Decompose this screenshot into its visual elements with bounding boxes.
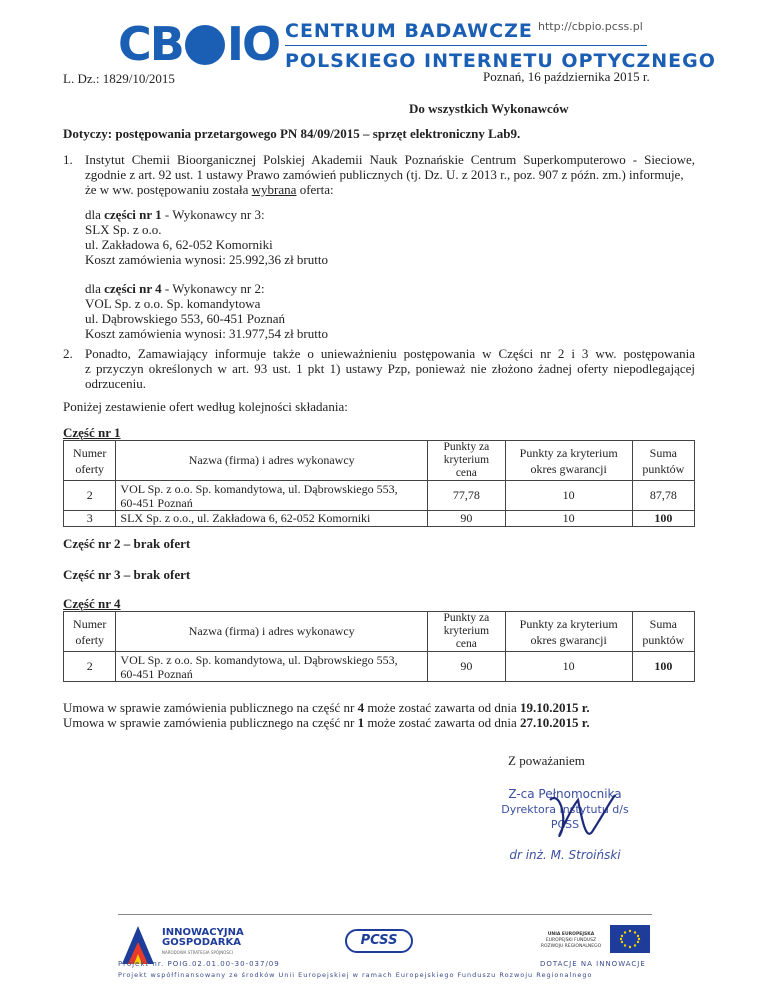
footer-ue1: UNIA EUROPEJSKA	[547, 932, 595, 937]
section2-note: Część nr 2 – brak ofert	[63, 536, 191, 551]
globe-icon	[185, 25, 225, 65]
header-warranty-2: okres gwarancji	[530, 461, 607, 476]
header-price-1: Punkty za	[443, 612, 490, 624]
header-price-2: kryterium	[443, 454, 490, 466]
row-price: 77,78	[428, 481, 506, 511]
eu-flag-icon	[610, 925, 650, 953]
table-header-row	[64, 612, 695, 652]
row-sum: 100	[632, 652, 694, 682]
logo-text-right: IO	[226, 17, 280, 71]
point1-line3	[85, 182, 695, 197]
closing: Z poważaniem	[508, 753, 585, 768]
addressee: Do wszystkich Wykonawców	[409, 101, 569, 116]
part4-cost: Koszt zamówienia wynosi: 31.977,54 zł brutto	[85, 326, 328, 341]
section3-note: Część nr 3 – brak ofert	[63, 567, 191, 582]
project-number: Projekt nr. POIG.02.01.00-30-037/09	[118, 960, 280, 968]
row-warranty: 10	[505, 511, 632, 527]
part4-bold: części nr 4	[104, 281, 162, 296]
header-line1: CENTRUM BADAWCZE	[285, 20, 533, 42]
point1-line3-b: oferta:	[299, 182, 334, 197]
c2a: Umowa w sprawie zamówienia publicznego na część nr	[63, 715, 355, 730]
row-name-line1: VOL Sp. z o.o. Sp. komandytowa, ul. Dąbrowskiego 553,	[120, 652, 398, 667]
footer-strategia: NARODOWA STRATEGIA SPÓJNOŚCI	[162, 950, 233, 955]
row-name-line1: VOL Sp. z o.o. Sp. komandytowa, ul. Dąbrowskiego 553,	[120, 481, 398, 496]
header-num	[64, 612, 116, 652]
point1-line1: Instytut Chemii Bioorganicznej Polskiej Akademii Nauk Poznańskie Centrum Superkomputerowo - Sieciowe,	[85, 152, 695, 167]
c2c: może zostać zawarta od dnia	[367, 715, 517, 730]
row-name-line2: 60-451 Poznań	[120, 495, 193, 510]
stamp-line3: dr inż. M. Stroiński	[509, 848, 621, 862]
c1b: 4	[357, 700, 365, 715]
table-row	[64, 481, 695, 511]
part1-company: SLX Sp. z o.o.	[85, 222, 162, 237]
cofinance-note: Projekt współfinansowany ze środków Unii Europejskiej w ramach Europejskiego Funduszu Rozwoju Regionalnego	[118, 971, 593, 979]
stamp-line2: Dyrektora Instytutu d/s PCSS	[501, 803, 629, 831]
header-divider	[285, 45, 647, 46]
header-warranty-2: okres gwarancji	[530, 632, 607, 647]
header-warranty	[505, 612, 632, 652]
row-num: 2	[64, 652, 116, 682]
contract-line2	[63, 715, 590, 730]
header-name: Nazwa (firma) i adres wykonawcy	[116, 612, 428, 652]
part1-post: - Wykonawcy nr 3:	[164, 207, 265, 222]
c2b: 1	[357, 715, 365, 730]
row-price: 90	[428, 652, 506, 682]
header-num-1: Numer	[73, 616, 107, 631]
part4-post: - Wykonawcy nr 2:	[164, 281, 265, 296]
footer-gospodarka: GOSPODARKA	[162, 937, 241, 948]
header-num-2: oferty	[75, 461, 105, 476]
place-date: Poznań, 16 października 2015 r.	[483, 69, 650, 84]
header-sum	[632, 612, 694, 652]
footer-ue2: EUROPEJSKI FUNDUSZ	[545, 938, 597, 943]
point2-line2: z przyczyn określonych w art. 93 ust. 1 pkt 1) ustawy Pzp, ponieważ nie złożono żadnej oferty niepodlegającej	[85, 361, 695, 376]
point2-line1: Ponadto, Zamawiający informuje także o unieważnieniu postępowania w Części nr 2 i 3 ww. postępowania	[85, 346, 695, 361]
innovation-grants: DOTACJE NA INNOWACJE	[540, 960, 646, 968]
summary-intro: Poniżej zestawienie ofert według kolejności składania:	[63, 399, 348, 414]
point1-text	[85, 152, 695, 197]
c1c: może zostać zawarta od dnia	[367, 700, 517, 715]
header-price	[428, 612, 506, 652]
header-sum-2: punktów	[642, 461, 685, 476]
table-row	[64, 511, 695, 527]
point1-line3-a: że w ww. postępowaniu została	[85, 182, 249, 197]
header-sum	[632, 441, 694, 481]
part4-award	[85, 281, 328, 341]
header-sum-1: Suma	[649, 445, 677, 460]
row-sum: 100	[632, 511, 694, 527]
header-warranty-1: Punkty za kryterium	[519, 616, 618, 631]
point1-number: 1.	[63, 152, 73, 167]
row-sum: 87,78	[632, 481, 694, 511]
reference-number: L. Dz.: 1829/10/2015	[63, 71, 175, 86]
contract-text	[63, 700, 590, 730]
row-name: SLX Sp. z o.o., ul. Zakładowa 6, 62-052 Komorniki	[116, 511, 428, 527]
header-price-3: cena	[455, 638, 477, 650]
header-warranty-1: Punkty za kryterium	[519, 445, 618, 460]
table-header-row	[64, 441, 695, 481]
part1-address: ul. Zakładowa 6, 62-052 Komorniki	[85, 237, 273, 252]
header-price	[428, 441, 506, 481]
row-warranty: 10	[505, 652, 632, 682]
signature	[530, 780, 630, 850]
header-price-2: kryterium	[443, 625, 490, 637]
point2-number: 2.	[63, 346, 73, 361]
header-num-2: oferty	[75, 632, 105, 647]
section1-title: Część nr 1	[63, 425, 121, 440]
header-line2: POLSKIEGO INTERNETU OPTYCZNEGO	[285, 50, 716, 72]
section4-title: Część nr 4	[63, 596, 121, 611]
section1-table	[63, 440, 695, 527]
contract-line1	[63, 700, 590, 715]
point2-text	[85, 346, 695, 391]
header-price-1: Punkty za	[443, 441, 490, 453]
innovative-economy-text	[162, 928, 244, 958]
table-row	[64, 652, 695, 682]
c1a: Umowa w sprawie zamówienia publicznego na część nr	[63, 700, 355, 715]
stamp-line1: Z-ca Pełnomocnika	[508, 787, 622, 801]
part1-award	[85, 207, 328, 267]
row-name	[116, 481, 428, 511]
point2-line3: odrzuceniu.	[85, 376, 147, 391]
part1-pre: dla	[85, 207, 101, 222]
header-sum-1: Suma	[649, 616, 677, 631]
header-num-1: Numer	[73, 445, 107, 460]
c1d: 19.10.2015 r.	[520, 700, 590, 715]
subject-line: Dotyczy: postępowania przetargowego PN 84/09/2015 – sprzęt elektroniczny Lab9.	[63, 126, 521, 141]
row-warranty: 10	[505, 481, 632, 511]
c2d: 27.10.2015 r.	[520, 715, 590, 730]
row-num: 3	[64, 511, 116, 527]
cbpio-logo	[118, 14, 279, 74]
point1-line3-underlined: wybrana	[251, 182, 297, 197]
part4-company: VOL Sp. z o.o. Sp. komandytowa	[85, 296, 261, 311]
part1-bold: części nr 1	[104, 207, 162, 222]
row-price: 90	[428, 511, 506, 527]
part4-pre: dla	[85, 281, 101, 296]
header-sum-2: punktów	[642, 632, 685, 647]
point1-line2: zgodnie z art. 92 ust. 1 ustawy Prawo zamówień publicznych (tj. Dz. U. z 2013 r., poz. 907 z późn. zm.) informuje,	[85, 167, 684, 182]
footer-innowacyjna: INNOWACYJNA	[162, 927, 244, 938]
part4-address: ul. Dąbrowskiego 553, 60-451 Poznań	[85, 311, 286, 326]
row-name	[116, 652, 428, 682]
row-num: 2	[64, 481, 116, 511]
eu-text	[536, 932, 606, 950]
section4-table	[63, 611, 695, 682]
row-name-line2: 60-451 Poznań	[120, 666, 193, 681]
header-num	[64, 441, 116, 481]
logo-text-left: CB	[118, 17, 183, 71]
footer-ue3: ROZWOJU REGIONALNEGO	[540, 944, 602, 949]
header-url: http://cbpio.pcss.pl	[538, 20, 643, 33]
header-name: Nazwa (firma) i adres wykonawcy	[116, 441, 428, 481]
pcss-logo: PCSS	[345, 929, 413, 953]
part1-cost: Koszt zamówienia wynosi: 25.992,36 zł brutto	[85, 252, 328, 267]
header-price-3: cena	[455, 467, 477, 479]
footer-divider	[118, 914, 652, 915]
header-warranty	[505, 441, 632, 481]
